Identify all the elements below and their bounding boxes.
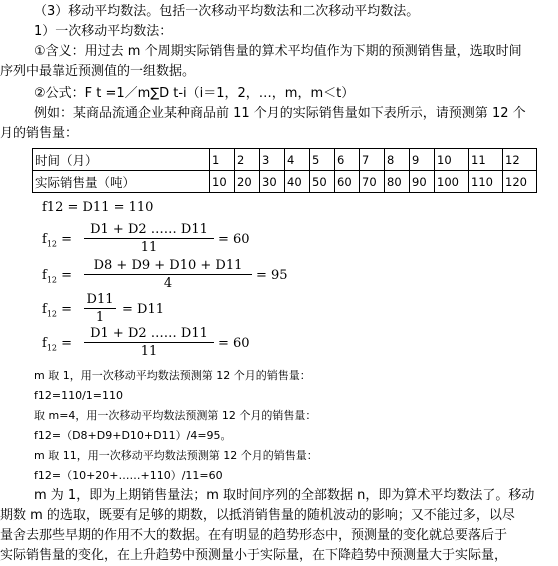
- step-m1-label: m 取 1，用一次移动平均数法预测第 12 个月的销售量：: [34, 369, 311, 382]
- equation-lhs: $f_{12}$ =: [42, 302, 73, 319]
- sales-table: [32, 148, 537, 193]
- fraction-numerator: D11: [84, 292, 116, 309]
- meaning-line-1: ①含义：用过去 m 个周期实际销售量的算术平均值作为下期的预测销售量，选取时间: [34, 44, 522, 59]
- conclusion-line-4: 实际销售量的变化，在上升趋势中预测量小于实际量，在下降趋势中预测量大于实际量，: [0, 548, 508, 563]
- equation-rhs: = 60: [218, 336, 250, 351]
- table-cell: 60: [335, 171, 360, 193]
- subsection-heading: 1）一次移动平均数法：: [34, 24, 173, 39]
- equation-lhs: $f_{12}$ =: [42, 336, 73, 353]
- table-cell: 1: [210, 149, 235, 171]
- equation-lhs: $f_{12}$ =: [42, 232, 73, 249]
- table-cell: 10: [435, 149, 469, 171]
- table-row: [33, 149, 537, 171]
- example-line-2: 月的销售量：: [0, 126, 79, 141]
- table-cell: 8: [385, 149, 410, 171]
- fraction-numerator: D1 + D2 …… D11: [84, 326, 214, 343]
- fraction-denominator: 11: [140, 344, 158, 359]
- step-m4-label: 取 m=4，用一次移动平均数法预测第 12 个月的销售量：: [34, 409, 317, 422]
- equation-lhs: $f_{12}$ =: [42, 268, 73, 285]
- table-cell: 6: [335, 149, 360, 171]
- table-cell: 100: [435, 171, 469, 193]
- fraction-denominator: 11: [140, 240, 158, 255]
- equation-rhs: = D11: [122, 302, 164, 317]
- example-line-1: 例如：某商品流通企业某种商品前 11 个月的实际销售量如下表所示，请预测第 12 个: [34, 106, 526, 121]
- conclusion-line-1: m 为 1，即为上期销售量法；m 取时间序列的全部数据 n，即为算术平均数法了。移动: [34, 488, 535, 503]
- table-cell: 120: [503, 171, 537, 193]
- formula-line: ②公式：F t =1／m∑D t-i（i＝1，2，…，m，m＜t）: [34, 86, 355, 101]
- equation-rhs: = 95: [256, 268, 288, 283]
- table-cell: 5: [310, 149, 335, 171]
- fraction: [84, 258, 252, 291]
- conclusion-line-3: 量舍去那些早期的作用不大的数据。在有明显的趋势形态中，预测量的变化就总要落后于: [0, 528, 508, 543]
- step-m4-calc: f12=（D8+D9+D10+D11）/4=95。: [34, 429, 232, 442]
- fraction-denominator: 4: [163, 276, 173, 291]
- table-cell: 3: [260, 149, 285, 171]
- fraction: [84, 292, 116, 325]
- equation-1: f12 = D11 = 110: [42, 200, 154, 215]
- table-cell: 4: [285, 149, 310, 171]
- step-m11-calc: f12=（10+20+……+110）/11=60: [34, 469, 223, 482]
- table-cell: 30: [260, 171, 285, 193]
- step-m11-label: m 取 11，用一次移动平均数法预测第 12 个月的销售量：: [34, 449, 318, 462]
- table-cell: 20: [235, 171, 260, 193]
- fraction: [84, 222, 214, 255]
- fraction-denominator: 1: [95, 310, 105, 325]
- table-cell: 10: [210, 171, 235, 193]
- table-cell: 12: [503, 149, 537, 171]
- step-m1-calc: f12=110/1=110: [34, 389, 123, 402]
- table-cell: 90: [410, 171, 435, 193]
- fraction-numerator: D8 + D9 + D10 + D11: [84, 258, 252, 275]
- conclusion-line-2: 期数 m 的选取，既要有足够的期数，以抵消销售量的随机波动的影响；又不能过多，以尽: [0, 508, 515, 523]
- equation-rhs: = 60: [218, 232, 250, 247]
- table-cell: 2: [235, 149, 260, 171]
- table-cell: 7: [360, 149, 385, 171]
- table-cell: 110: [469, 171, 503, 193]
- table-cell: 9: [410, 149, 435, 171]
- table-cell: 50: [310, 171, 335, 193]
- table-header-cell: 实际销售量（吨）: [33, 171, 210, 193]
- table-row: [33, 171, 537, 193]
- fraction-numerator: D1 + D2 …… D11: [84, 222, 214, 239]
- table-cell: 40: [285, 171, 310, 193]
- table-cell: 80: [385, 171, 410, 193]
- meaning-line-2: 序列中最靠近预测值的一组数据。: [0, 64, 196, 79]
- table-cell: 11: [469, 149, 503, 171]
- table-cell: 70: [360, 171, 385, 193]
- section-heading: （3）移动平均数法。包括一次移动平均数法和二次移动平均数法。: [34, 4, 420, 19]
- fraction: [84, 326, 214, 359]
- table-header-cell: 时间（月）: [33, 149, 210, 171]
